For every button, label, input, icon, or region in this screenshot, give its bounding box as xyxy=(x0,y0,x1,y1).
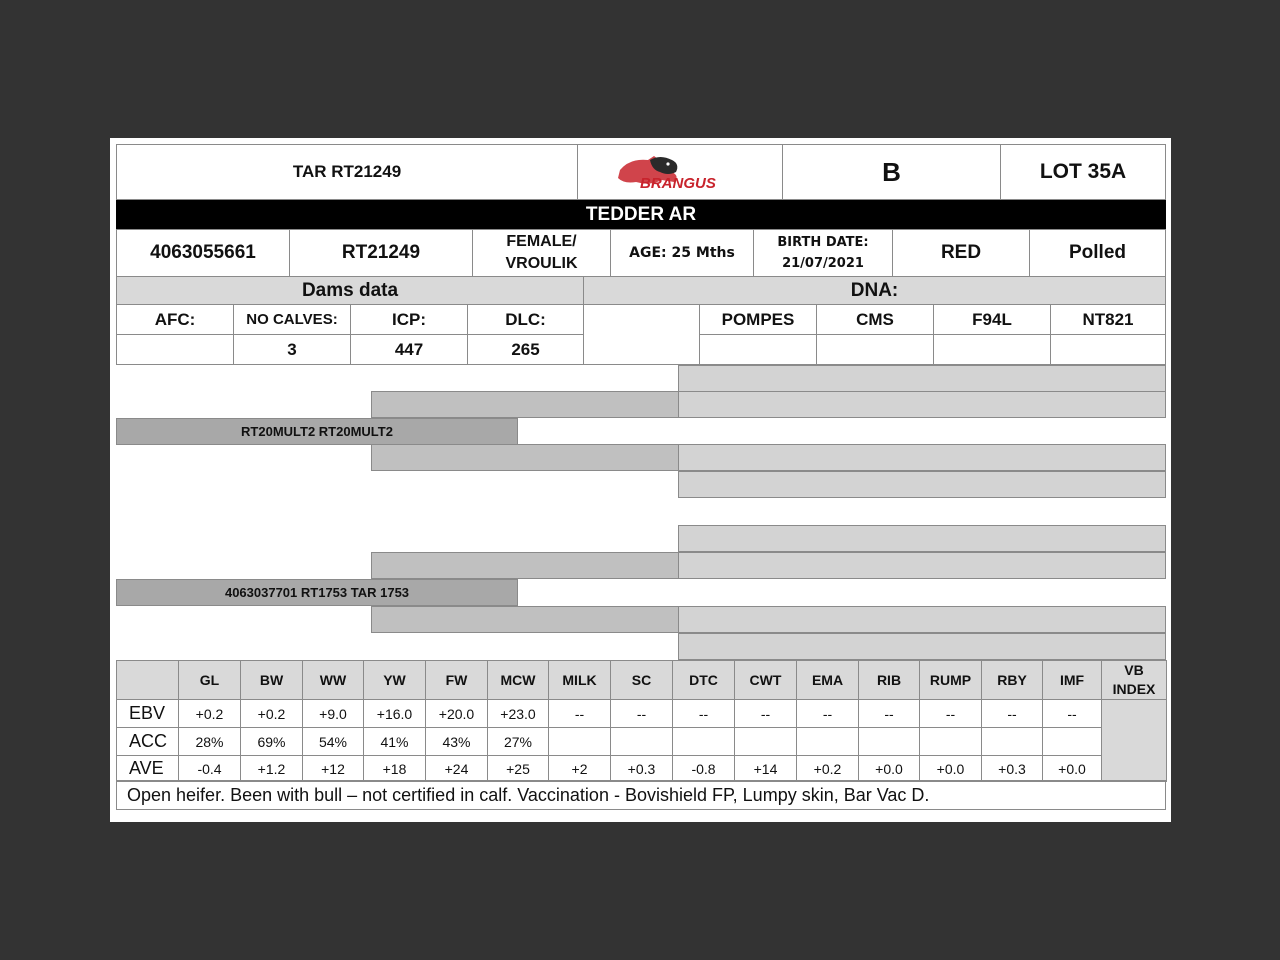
ebv-ebv-sc: -- xyxy=(610,699,673,728)
ebv-acc-mcw: 27% xyxy=(487,727,549,756)
ebv-acc-rby xyxy=(981,727,1043,756)
ebv-row-label-acc: ACC xyxy=(116,727,179,756)
ebv-ebv-mcw: +23.0 xyxy=(487,699,549,728)
sex-value: FEMALE/ VROULIK xyxy=(505,233,578,272)
dna-header-cms: CMS xyxy=(816,304,934,335)
dna-title: DNA: xyxy=(850,279,899,301)
dam-name: 4063037701 RT1753 TAR 1753 xyxy=(224,585,410,600)
ebv-ebv-rump: -- xyxy=(919,699,982,728)
ebv-header-ww: WW xyxy=(302,660,364,700)
ebv-ebv-milk: -- xyxy=(548,699,611,728)
dams-title: Dams data xyxy=(301,279,399,301)
ebv-ebv-ema: -- xyxy=(796,699,859,728)
ebv-header-cwt: CWT xyxy=(734,660,797,700)
dna-header-pompes: POMPES xyxy=(699,304,817,335)
ebv-acc-milk xyxy=(548,727,611,756)
dna-header-f94l: F94L xyxy=(933,304,1051,335)
ebv-row-label-ebv: EBV xyxy=(116,699,179,728)
ebv-header-rib: RIB xyxy=(858,660,920,700)
ebv-ebv-fw: +20.0 xyxy=(425,699,488,728)
ebv-ave-sc: +0.3 xyxy=(610,755,673,782)
ebv-header-rby: RBY xyxy=(981,660,1043,700)
logo-text: BRANGUS xyxy=(640,175,716,192)
ebv-acc-gl: 28% xyxy=(178,727,241,756)
horn-status: Polled xyxy=(1068,242,1126,263)
ebv-acc-ema xyxy=(796,727,859,756)
ebv-ave-milk: +2 xyxy=(548,755,611,782)
ebv-ave-cwt: +14 xyxy=(734,755,797,782)
ebv-acc-sc xyxy=(610,727,673,756)
dams-header-icp: ICP: xyxy=(350,304,468,335)
ebv-ebv-yw: +16.0 xyxy=(363,699,426,728)
ebv-acc-ww: 54% xyxy=(302,727,364,756)
sale-card xyxy=(110,138,1171,822)
ebv-ebv-imf: -- xyxy=(1042,699,1102,728)
ebv-ave-dtc: -0.8 xyxy=(672,755,735,782)
ebv-acc-rib xyxy=(858,727,920,756)
colour-value: RED xyxy=(940,242,982,263)
birth-date-label: BIRTH DATE: xyxy=(777,235,869,250)
ebv-table xyxy=(110,138,1171,822)
ebv-ebv-gl: +0.2 xyxy=(178,699,241,728)
ebv-acc-rump xyxy=(919,727,982,756)
ebv-acc-yw: 41% xyxy=(363,727,426,756)
dams-value-calves: 3 xyxy=(233,334,351,365)
animal-name: TEDDER AR xyxy=(585,203,697,225)
comments-text: Open heifer. Been with bull – not certified in calf. Vaccination - Bovishield FP, Lumpy skin, Bar Vac D. xyxy=(127,784,930,805)
ebv-acc-fw: 43% xyxy=(425,727,488,756)
ebv-ave-bw: +1.2 xyxy=(240,755,303,782)
ebv-header-vb-index: VB INDEX xyxy=(1101,660,1167,700)
ebv-header-yw: YW xyxy=(363,660,426,700)
ebv-ave-rib: +0.0 xyxy=(858,755,920,782)
id-number: 4063055661 xyxy=(150,242,256,263)
vb-index-value xyxy=(1101,699,1167,782)
ebv-acc-imf xyxy=(1042,727,1102,756)
ebv-header-ema: EMA xyxy=(796,660,859,700)
ebv-header-fw: FW xyxy=(425,660,488,700)
ebv-acc-cwt xyxy=(734,727,797,756)
ebv-header-sc: SC xyxy=(610,660,673,700)
ebv-ave-gl: -0.4 xyxy=(178,755,241,782)
ebv-header-blank xyxy=(116,660,179,700)
ebv-ebv-dtc: -- xyxy=(672,699,735,728)
dams-header-dlc: DLC: xyxy=(467,304,584,335)
ebv-ave-mcw: +25 xyxy=(487,755,549,782)
animal-tag: TAR RT21249 xyxy=(292,162,402,181)
ebv-ave-rump: +0.0 xyxy=(919,755,982,782)
lot-number: LOT 35A xyxy=(1039,160,1127,183)
birth-date-value: 21/07/2021 xyxy=(782,256,864,271)
ebv-ave-fw: +24 xyxy=(425,755,488,782)
ebv-ebv-rby: -- xyxy=(981,699,1043,728)
ebv-ave-ww: +12 xyxy=(302,755,364,782)
ebv-header-rump: RUMP xyxy=(919,660,982,700)
dams-value-icp: 447 xyxy=(350,334,468,365)
ebv-row-label-ave: AVE xyxy=(116,755,179,782)
ebv-header-mcw: MCW xyxy=(487,660,549,700)
animal-tag-value: RT21249 xyxy=(341,242,421,263)
ebv-ave-imf: +0.0 xyxy=(1042,755,1102,782)
ebv-ave-rby: +0.3 xyxy=(981,755,1043,782)
ebv-header-bw: BW xyxy=(240,660,303,700)
ebv-header-dtc: DTC xyxy=(672,660,735,700)
dna-header-nt821: NT821 xyxy=(1050,304,1166,335)
ebv-header-imf: IMF xyxy=(1042,660,1102,700)
age-value: AGE: 25 Mths xyxy=(629,245,735,261)
sire-name: RT20MULT2 RT20MULT2 xyxy=(241,424,393,439)
ebv-ave-ema: +0.2 xyxy=(796,755,859,782)
ebv-acc-dtc xyxy=(672,727,735,756)
ebv-ave-yw: +18 xyxy=(363,755,426,782)
dams-value-dlc: 265 xyxy=(467,334,584,365)
ebv-ebv-cwt: -- xyxy=(734,699,797,728)
ebv-ebv-bw: +0.2 xyxy=(240,699,303,728)
ebv-ebv-ww: +9.0 xyxy=(302,699,364,728)
dams-header-afc: AFC: xyxy=(116,304,234,335)
comments-cell xyxy=(116,780,1166,810)
ebv-ebv-rib: -- xyxy=(858,699,920,728)
dams-header-calves: NO CALVES: xyxy=(233,304,351,335)
ebv-acc-bw: 69% xyxy=(240,727,303,756)
ebv-header-milk: MILK xyxy=(548,660,611,700)
ebv-header-gl: GL xyxy=(178,660,241,700)
grade-value: B xyxy=(882,156,901,187)
